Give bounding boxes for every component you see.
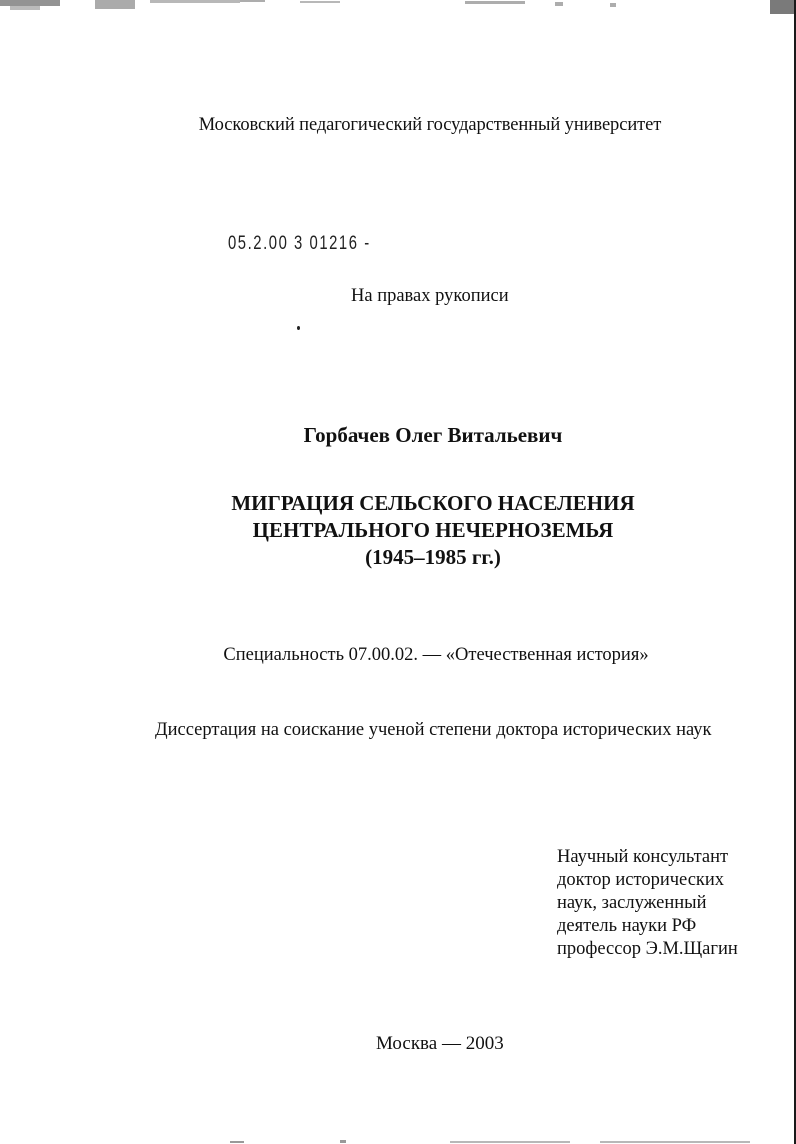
scan-edge-right	[790, 0, 796, 1144]
author-name: Горбачев Олег Витальевич	[303, 423, 563, 447]
title-line: МИГРАЦИЯ СЕЛЬСКОГО НАСЕЛЕНИЯ	[231, 491, 635, 515]
consultant-line: Научный консультант	[557, 847, 729, 867]
specialty-line: Специальность 07.00.02. — «Отечественная история»	[223, 645, 649, 665]
scan-noise-bottom	[0, 1136, 796, 1144]
city-year: Москва — 2003	[376, 1033, 504, 1054]
university-name: Московский педагогический государственный университет	[198, 115, 662, 135]
scientific-consultant	[557, 846, 738, 961]
dissertation-title	[0, 490, 796, 571]
rights-note: На правах рукописи	[351, 286, 509, 306]
degree-note: Диссертация на соискание ученой степени доктора исторических наук	[155, 720, 712, 740]
title-line: ЦЕНТРАЛЬНОГО НЕЧЕРНОЗЕМЬЯ	[252, 518, 614, 542]
title-years: (1945–1985 гг.)	[365, 545, 501, 569]
consultant-line: доктор исторических	[557, 870, 725, 890]
scan-noise-top	[0, 0, 796, 14]
consultant-line: профессор Э.М.Щагин	[557, 939, 738, 959]
scan-speck	[297, 326, 300, 330]
consultant-line: наук, заслуженный	[557, 893, 707, 913]
library-stamp-number: 05.2.00 3 01216 -	[228, 233, 371, 254]
consultant-line: деятель науки РФ	[557, 916, 697, 936]
